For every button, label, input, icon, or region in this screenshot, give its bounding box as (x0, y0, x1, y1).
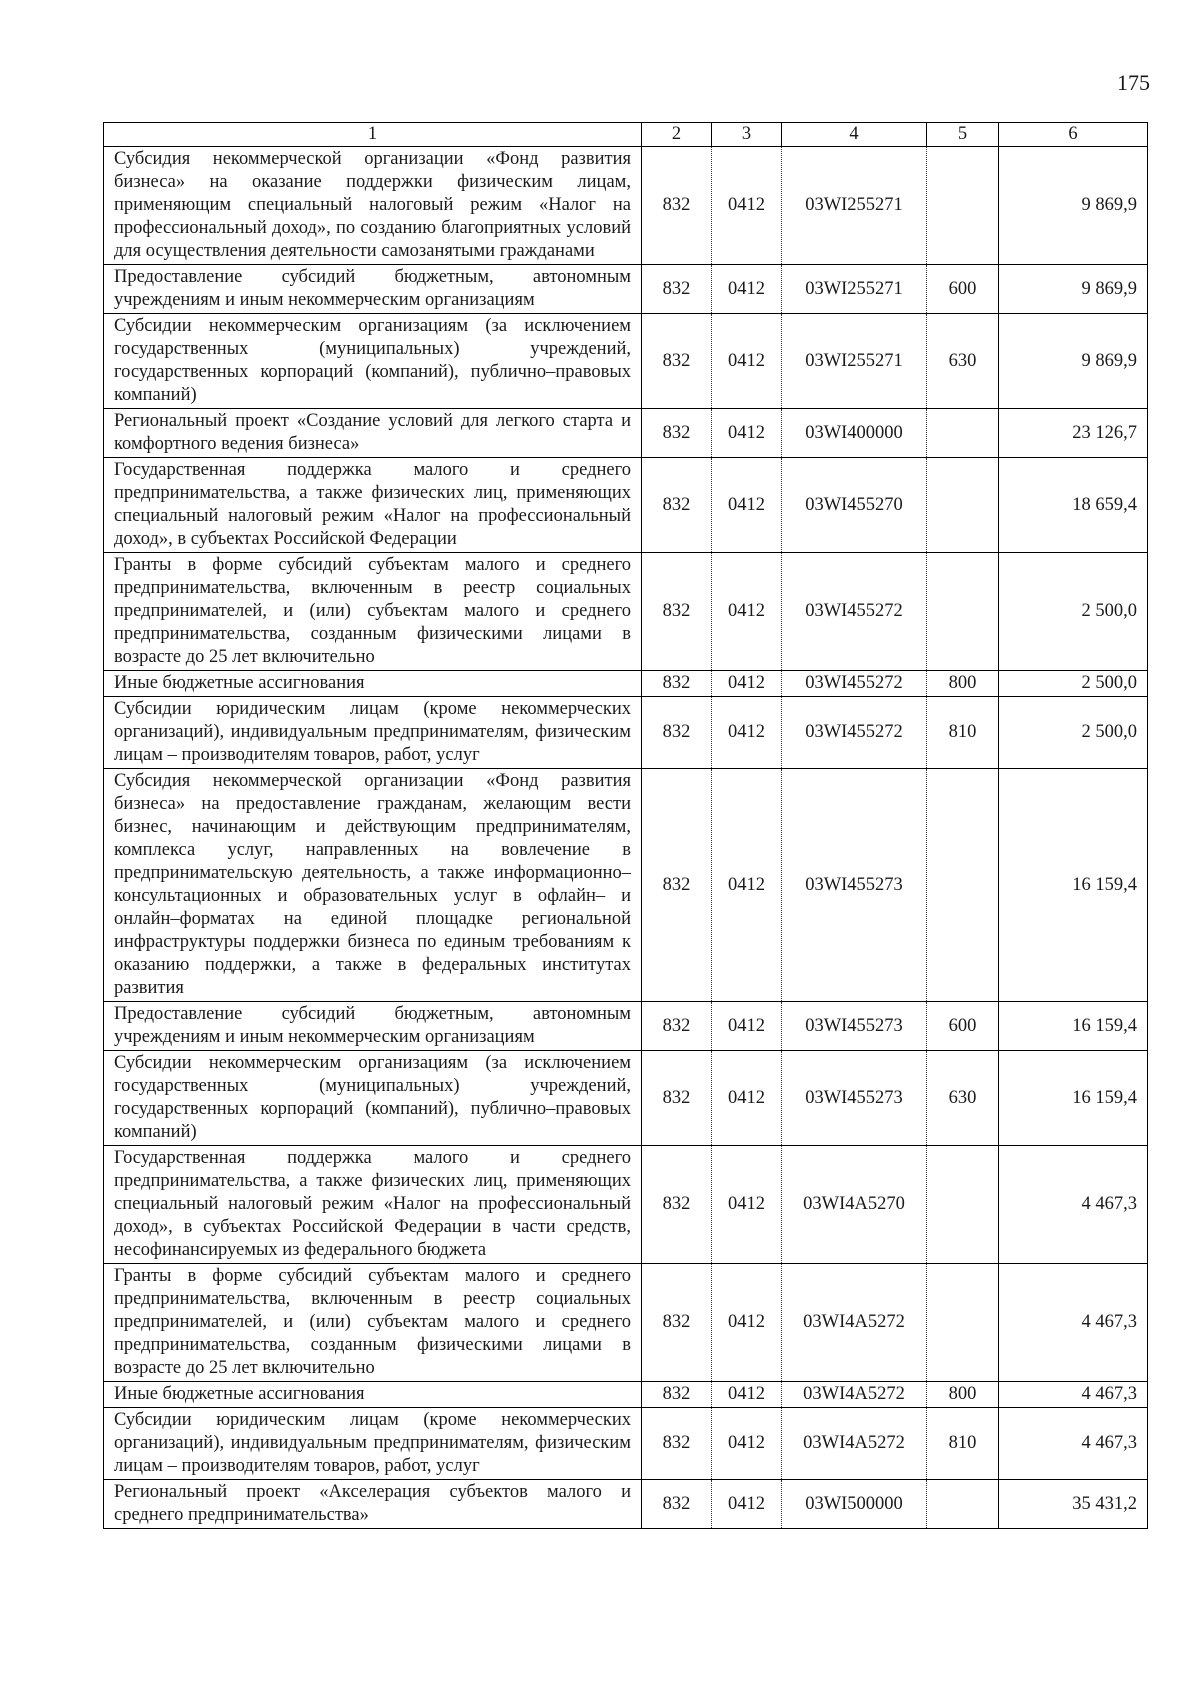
table-row (104, 265, 1148, 314)
table-row (104, 1264, 1148, 1382)
row-sum: 35 431,2 (999, 1480, 1148, 1529)
row-sum: 23 126,7 (999, 409, 1148, 458)
row-ministry-code: 832 (642, 147, 712, 265)
row-target-code: 03WI4A5272 (782, 1408, 927, 1480)
row-sum: 4 467,3 (999, 1408, 1148, 1480)
row-ministry-code: 832 (642, 769, 712, 1002)
row-section-code: 0412 (712, 769, 782, 1002)
row-target-code: 03WI4A5272 (782, 1382, 927, 1408)
row-section-code: 0412 (712, 265, 782, 314)
row-expense-type: 800 (927, 1382, 999, 1408)
row-sum: 16 159,4 (999, 1002, 1148, 1051)
table-row (104, 671, 1148, 697)
row-expense-type: 810 (927, 697, 999, 769)
row-target-code: 03WI455273 (782, 1051, 927, 1146)
row-expense-type: 630 (927, 314, 999, 409)
row-target-code: 03WI455273 (782, 769, 927, 1002)
row-expense-type (927, 1480, 999, 1529)
row-ministry-code: 832 (642, 1382, 712, 1408)
row-target-code: 03WI455272 (782, 697, 927, 769)
row-sum: 4 467,3 (999, 1146, 1148, 1264)
row-ministry-code: 832 (642, 671, 712, 697)
row-target-code: 03WI4A5270 (782, 1146, 927, 1264)
table-row (104, 697, 1148, 769)
row-expense-type: 600 (927, 1002, 999, 1051)
row-target-code: 03WI455272 (782, 553, 927, 671)
row-section-code: 0412 (712, 147, 782, 265)
row-name: Субсидия некоммерческой организации «Фонд развития бизнеса» на предоставление гражданам, желающим вести бизнес, начинающим и действующим предпринимателям, комплекса услуг, направленных на вовлечение в предпринимательскую деятельность, а также информационно–консультационных и образовательных услуг в офлайн– и онлайн–форматах на единой площадке региональной инфраструктуры поддержки бизнеса по единым требованиям к оказанию поддержки, а также в федеральных институтах развития (104, 769, 642, 1002)
row-sum: 2 500,0 (999, 553, 1148, 671)
row-name: Иные бюджетные ассигнования (104, 1382, 642, 1408)
row-ministry-code: 832 (642, 1002, 712, 1051)
header-cell-2: 2 (642, 123, 712, 147)
row-target-code: 03WI500000 (782, 1480, 927, 1529)
header-row (104, 123, 1148, 147)
row-expense-type (927, 147, 999, 265)
table-row (104, 1146, 1148, 1264)
row-expense-type: 800 (927, 671, 999, 697)
row-ministry-code: 832 (642, 1480, 712, 1529)
table-row (104, 314, 1148, 409)
row-sum: 9 869,9 (999, 314, 1148, 409)
table-body (104, 147, 1148, 1529)
row-name: Субсидии юридическим лицам (кроме некоммерческих организаций), индивидуальным предпринимателям, физическим лицам – производителям товаров, работ, услуг (104, 697, 642, 769)
row-name: Региональный проект «Создание условий для легкого старта и комфортного ведения бизнеса» (104, 409, 642, 458)
row-name: Предоставление субсидий бюджетным, автономным учреждениям и иным некоммерческим организациям (104, 265, 642, 314)
row-section-code: 0412 (712, 697, 782, 769)
row-ministry-code: 832 (642, 458, 712, 553)
row-section-code: 0412 (712, 314, 782, 409)
row-sum: 18 659,4 (999, 458, 1148, 553)
row-expense-type (927, 458, 999, 553)
header-cell-4: 4 (782, 123, 927, 147)
row-ministry-code: 832 (642, 1264, 712, 1382)
row-expense-type: 630 (927, 1051, 999, 1146)
row-ministry-code: 832 (642, 1408, 712, 1480)
row-name: Предоставление субсидий бюджетным, автономным учреждениям и иным некоммерческим организациям (104, 1002, 642, 1051)
page-number: 175 (1117, 70, 1150, 95)
table-row (104, 1051, 1148, 1146)
row-name: Иные бюджетные ассигнования (104, 671, 642, 697)
row-section-code: 0412 (712, 553, 782, 671)
row-section-code: 0412 (712, 409, 782, 458)
row-target-code: 03WI4A5272 (782, 1264, 927, 1382)
header-cell-5: 5 (927, 123, 999, 147)
row-target-code: 03WI400000 (782, 409, 927, 458)
row-name: Государственная поддержка малого и среднего предпринимательства, а также физических лиц, применяющих специальный налоговый режим «Налог на профессиональный доход», в субъектах Российской Федерации (104, 458, 642, 553)
row-ministry-code: 832 (642, 314, 712, 409)
row-expense-type (927, 409, 999, 458)
row-sum: 9 869,9 (999, 147, 1148, 265)
row-section-code: 0412 (712, 458, 782, 553)
row-ministry-code: 832 (642, 1146, 712, 1264)
row-name: Субсидия некоммерческой организации «Фонд развития бизнеса» на оказание поддержки физическим лицам, применяющим специальный налоговый режим «Налог на профессиональный доход», по созданию благоприятных условий для осуществления деятельности самозанятыми гражданами (104, 147, 642, 265)
row-expense-type: 810 (927, 1408, 999, 1480)
header-cell-3: 3 (712, 123, 782, 147)
row-target-code: 03WI255271 (782, 314, 927, 409)
row-sum: 16 159,4 (999, 1051, 1148, 1146)
row-target-code: 03WI455272 (782, 671, 927, 697)
row-section-code: 0412 (712, 671, 782, 697)
row-name: Субсидии юридическим лицам (кроме некоммерческих организаций), индивидуальным предпринимателям, физическим лицам – производителям товаров, работ, услуг (104, 1408, 642, 1480)
table-row (104, 458, 1148, 553)
row-name: Региональный проект «Акселерация субъектов малого и среднего предпринимательства» (104, 1480, 642, 1529)
row-expense-type (927, 1264, 999, 1382)
row-name: Субсидии некоммерческим организациям (за исключением государственных (муниципальных) учреждений, государственных корпораций (компаний), публично–правовых компаний) (104, 314, 642, 409)
row-ministry-code: 832 (642, 697, 712, 769)
table-row (104, 553, 1148, 671)
table-row (104, 1002, 1148, 1051)
row-target-code: 03WI255271 (782, 147, 927, 265)
row-name: Гранты в форме субсидий субъектам малого и среднего предпринимательства, включенным в реестр социальных предпринимателей, и (или) субъектам малого и среднего предпринимательства, созданным физическими лицами в возрасте до 25 лет включительно (104, 1264, 642, 1382)
row-ministry-code: 832 (642, 409, 712, 458)
row-sum: 4 467,3 (999, 1382, 1148, 1408)
row-ministry-code: 832 (642, 1051, 712, 1146)
row-sum: 2 500,0 (999, 697, 1148, 769)
row-sum: 4 467,3 (999, 1264, 1148, 1382)
table-row (104, 1382, 1148, 1408)
table-row (104, 769, 1148, 1002)
row-sum: 2 500,0 (999, 671, 1148, 697)
row-target-code: 03WI255271 (782, 265, 927, 314)
row-sum: 9 869,9 (999, 265, 1148, 314)
table-row (104, 1408, 1148, 1480)
row-expense-type (927, 769, 999, 1002)
row-target-code: 03WI455273 (782, 1002, 927, 1051)
row-name: Гранты в форме субсидий субъектам малого и среднего предпринимательства, включенным в реестр социальных предпринимателей, и (или) субъектам малого и среднего предпринимательства, созданным физическими лицами в возрасте до 25 лет включительно (104, 553, 642, 671)
row-expense-type (927, 1146, 999, 1264)
row-section-code: 0412 (712, 1051, 782, 1146)
table-row (104, 1480, 1148, 1529)
row-expense-type (927, 553, 999, 671)
table-row (104, 147, 1148, 265)
row-sum: 16 159,4 (999, 769, 1148, 1002)
row-target-code: 03WI455270 (782, 458, 927, 553)
header-cell-1: 1 (104, 123, 642, 147)
row-name: Государственная поддержка малого и среднего предпринимательства, а также физических лиц, применяющих специальный налоговый режим «Налог на профессиональный доход», в субъектах Российской Федерации в части средств, несофинансируемых из федерального бюджета (104, 1146, 642, 1264)
row-section-code: 0412 (712, 1002, 782, 1051)
row-section-code: 0412 (712, 1480, 782, 1529)
row-expense-type: 600 (927, 265, 999, 314)
budget-table (103, 122, 1148, 1529)
header-cell-6: 6 (999, 123, 1148, 147)
table-header (104, 123, 1148, 147)
row-name: Субсидии некоммерческим организациям (за исключением государственных (муниципальных) учреждений, государственных корпораций (компаний), публично–правовых компаний) (104, 1051, 642, 1146)
table-row (104, 409, 1148, 458)
row-section-code: 0412 (712, 1408, 782, 1480)
row-ministry-code: 832 (642, 265, 712, 314)
row-ministry-code: 832 (642, 553, 712, 671)
row-section-code: 0412 (712, 1146, 782, 1264)
row-section-code: 0412 (712, 1382, 782, 1408)
row-section-code: 0412 (712, 1264, 782, 1382)
